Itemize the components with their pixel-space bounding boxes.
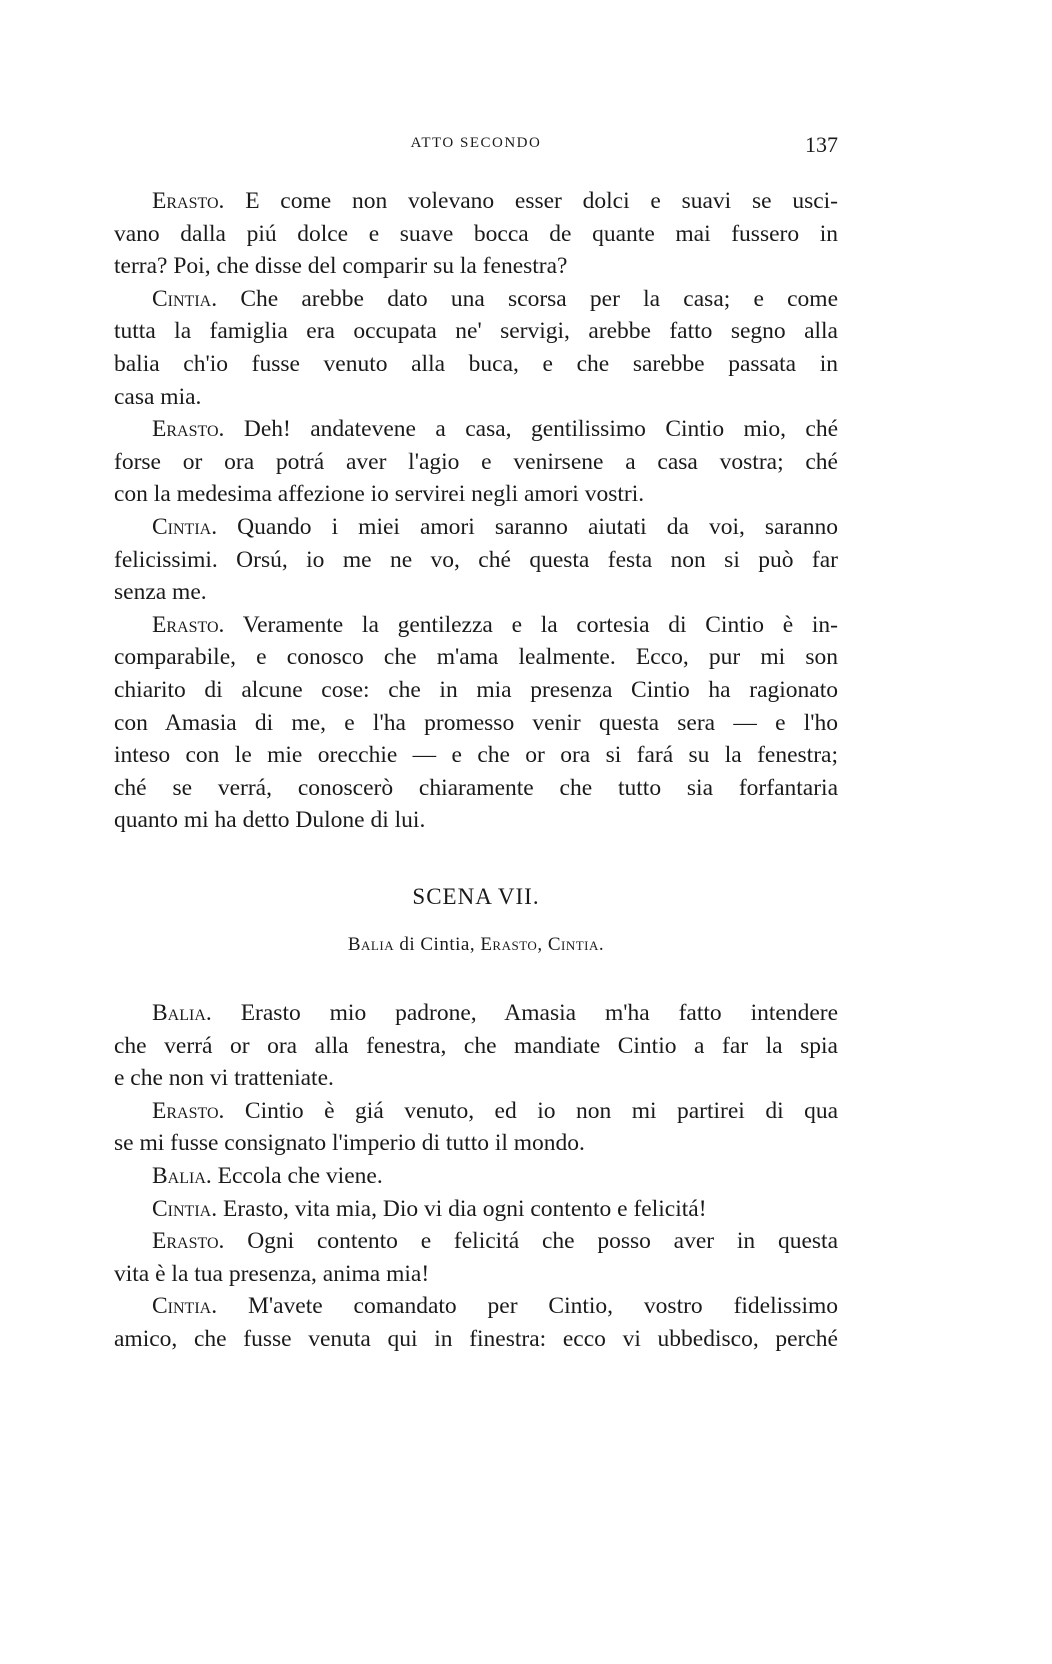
speaker-name: Cintia.: [152, 1195, 218, 1222]
text-line: [114, 1030, 838, 1063]
line-text: Ogni contento e felicitá che posso aver in questa: [247, 1228, 838, 1255]
speech-paragraph: [114, 609, 838, 837]
line-text: Che arebbe dato una scorsa per la casa; e come: [240, 285, 839, 312]
line-text: senza me.: [114, 579, 207, 606]
line-text: e che non vi tratteniate.: [114, 1065, 334, 1092]
line-text: amico, che fusse venuta qui in finestra: ecco vi ubbedisco, perché: [114, 1325, 838, 1352]
cast-text: .: [598, 934, 605, 955]
speech-paragraph: [114, 1193, 838, 1226]
text-line: [114, 1290, 838, 1323]
line-text: Deh! andatevene a casa, gentilissimo Cintio mio, ché: [243, 416, 838, 443]
text-line: [114, 1193, 838, 1226]
speaker-name: Cintia.: [152, 1293, 218, 1320]
text-line: [114, 250, 838, 283]
line-text: quanto mi ha detto Dulone di lui.: [114, 807, 426, 834]
line-text: Veramente la gentilezza e la cortesia di Cintio è in-: [242, 611, 838, 638]
line-text: balia ch'io fusse venuto alla buca, e che sarebbe passata in: [114, 350, 838, 377]
text-line: [114, 218, 838, 251]
text-line: [114, 544, 838, 577]
line-text: che verrá or ora alla fenestra, che mandiate Cintio a far la spia: [114, 1032, 838, 1059]
line-text: Erasto, vita mia, Dio vi dia ogni contento e felicitá!: [222, 1195, 707, 1222]
speech-paragraph: [114, 185, 838, 283]
scene-cast: [114, 934, 838, 956]
running-head-title: ATTO SECONDO: [410, 135, 542, 151]
speaker-name: Balia.: [152, 1162, 212, 1189]
line-text: inteso con le mie orecchie — e che or ora si fará su la fenestra;: [114, 742, 838, 769]
speech-paragraph: [114, 1225, 838, 1290]
line-text: Erasto mio padrone, Amasia m'ha fatto intendere: [240, 1000, 839, 1026]
cast-text: ,: [537, 934, 548, 955]
speaker-name: Cintia.: [152, 513, 218, 540]
speaker-name: Erasto.: [152, 611, 225, 638]
line-text: comparabile, e conosco che m'ama lealmente. Ecco, pur mi son: [114, 644, 838, 671]
speaker-name: Erasto.: [152, 1097, 225, 1124]
text-line: [114, 804, 838, 837]
line-text: Eccola che viene.: [217, 1162, 383, 1189]
line-text: tutta la famiglia era occupata ne' servigi, arebbe fatto segno alla: [114, 318, 838, 345]
text-line: [114, 707, 838, 740]
line-text: con Amasia di me, e l'ha promesso venir questa sera — e l'ho: [114, 709, 838, 736]
text-line: [114, 997, 838, 1030]
line-text: E come non volevano esser dolci e suavi se usci-: [245, 188, 838, 214]
speech-paragraph: [114, 1095, 838, 1160]
speaker-name: Cintia.: [152, 285, 218, 312]
text-line: [114, 1258, 838, 1291]
text-line: [114, 772, 838, 805]
text-line: [114, 576, 838, 609]
text-line: [114, 315, 838, 348]
line-text: vano dalla piú dolce e suave bocca de quante mai fussero in: [114, 220, 838, 247]
line-text: forse or ora potrá aver l'agio e venirsene a casa vostra; ché: [114, 448, 838, 475]
scene-title: SCENA VII.: [412, 884, 540, 909]
text-line: [114, 1062, 838, 1095]
line-text: vita è la tua presenza, anima mia!: [114, 1260, 430, 1287]
text-line: [114, 413, 838, 446]
text-line: [114, 739, 838, 772]
text-line: [114, 609, 838, 642]
speech-paragraph: [114, 1290, 838, 1355]
running-head: [114, 132, 838, 156]
text-line: [114, 674, 838, 707]
speaker-name: Erasto.: [152, 1228, 225, 1255]
speech-paragraph: [114, 413, 838, 511]
text-line: [114, 641, 838, 674]
character-name: Balia: [347, 934, 395, 955]
line-text: ché se verrá, conoscerò chiaramente che tutto sia forfantaria: [114, 774, 838, 801]
text-line: [114, 1225, 838, 1258]
text-line: [114, 1323, 838, 1356]
speaker-name: Balia.: [152, 1000, 212, 1026]
line-text: Quando i miei amori saranno aiutati da voi, saranno: [237, 513, 838, 540]
character-name: Erasto: [480, 934, 538, 955]
line-text: terra? Poi, che disse del comparir su la fenestra?: [114, 253, 568, 280]
line-text: M'avete comandato per Cintio, vostro fidelissimo: [247, 1293, 839, 1320]
dialogue-section-1: [114, 185, 838, 837]
text-line: [114, 446, 838, 479]
speaker-name: Erasto.: [152, 416, 225, 443]
text-line: [114, 1160, 838, 1193]
line-text: con la medesima affezione io servirei negli amori vostri.: [114, 481, 645, 508]
line-text: casa mia.: [114, 383, 202, 410]
speaker-name: Erasto.: [152, 188, 225, 214]
speech-paragraph: [114, 283, 838, 413]
text-line: [114, 1127, 838, 1160]
speech-paragraph: [114, 997, 838, 1095]
speech-paragraph: [114, 1160, 838, 1193]
text-line: [114, 1095, 838, 1128]
text-line: [114, 185, 838, 218]
text-line: [114, 511, 838, 544]
text-line: [114, 478, 838, 511]
text-line: [114, 381, 838, 414]
line-text: chiarito di alcune cose: che in mia presenza Cintio ha ragionato: [114, 676, 838, 703]
line-text: se mi fusse consignato l'imperio di tutto il mondo.: [114, 1130, 585, 1157]
line-text: Cintio è giá venuto, ed io non mi partirei di qua: [244, 1097, 839, 1124]
text-line: [114, 283, 838, 316]
dialogue-section-2: [114, 997, 838, 1356]
cast-text: di Cintia,: [394, 934, 481, 955]
speech-paragraph: [114, 511, 838, 609]
character-name: Cintia: [547, 934, 599, 955]
text-line: [114, 348, 838, 381]
line-text: felicissimi. Orsú, io me ne vo, ché questa festa non si può far: [114, 546, 838, 573]
page-number: 137: [805, 132, 838, 157]
